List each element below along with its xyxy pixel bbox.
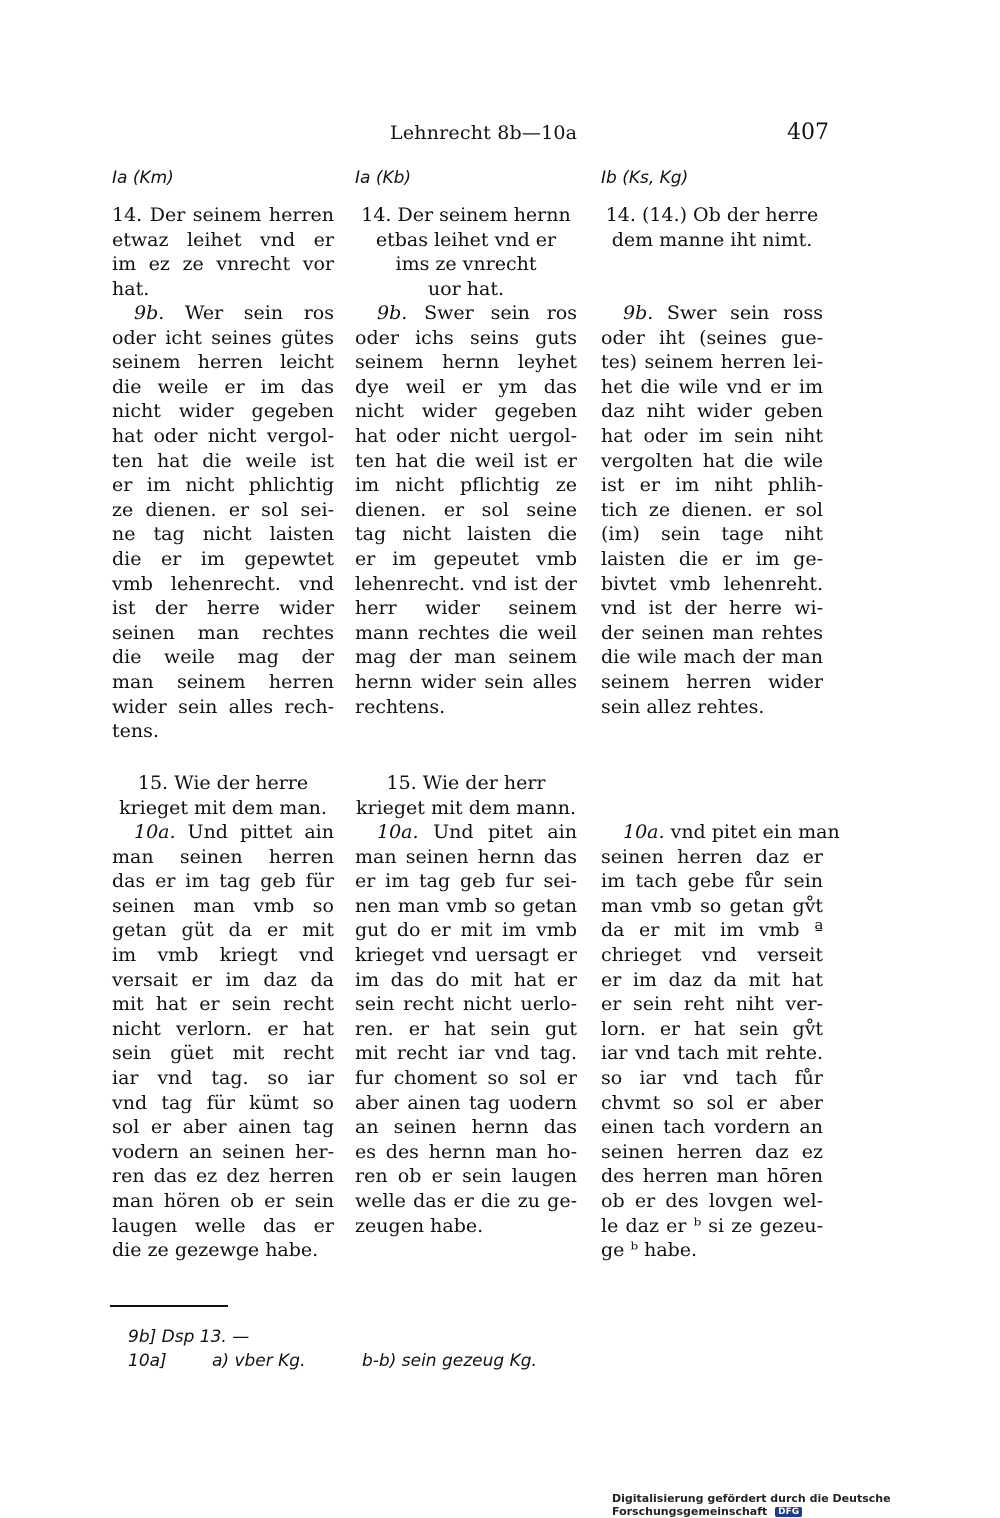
- text-line: ren das ez dez herren: [112, 1165, 334, 1188]
- text-line: es des hernn man ho-: [355, 1140, 577, 1163]
- text-line: die weile mag der: [112, 646, 334, 669]
- text-line: da er mit im vmb ª: [601, 919, 823, 942]
- rubric-15: [112, 771, 334, 820]
- text-line: [112, 301, 334, 326]
- column-heading: Ia (Kb): [355, 168, 412, 188]
- text-fragment: Wer sein ros: [164, 302, 334, 324]
- section-number: 10a.: [377, 821, 419, 843]
- text-line: ims ze vnrecht: [395, 253, 537, 276]
- text-line: mit recht iar vnd tag.: [355, 1042, 577, 1065]
- text-line: nicht wider gegeben: [355, 400, 577, 423]
- text-line: ren. er hat sein gut: [355, 1017, 577, 1040]
- text-line: sein recht nicht uerlo-: [355, 993, 577, 1016]
- text-column-kb: [355, 0, 577, 1300]
- text-line: im das do mit hat er: [355, 968, 577, 991]
- text-line: bivtet vmb lehenreht.: [601, 572, 823, 595]
- text-line: nicht verlorn. er hat: [112, 1017, 334, 1040]
- text-line: [355, 301, 577, 326]
- text-line: die wile mach der man: [601, 646, 823, 669]
- text-fragment: vnd pitet ein man: [664, 821, 840, 843]
- text-line: vmb lehenrecht. vnd: [112, 572, 334, 595]
- text-line: man seinen herren: [112, 845, 334, 868]
- text-line: mag der man seinem: [355, 646, 577, 669]
- text-line: sol er aber ainen tag: [112, 1116, 334, 1139]
- text-line: vergolten hat die wile: [601, 449, 823, 472]
- text-line: gut do er mit im vmb: [355, 919, 577, 942]
- text-column-km: [112, 0, 334, 1300]
- footnote-text: a) vber Kg.: [212, 1351, 306, 1371]
- text-line: ist der herre wider: [112, 597, 334, 620]
- text-line: er sein reht niht ver-: [601, 993, 823, 1016]
- paragraph-9b: [355, 301, 577, 719]
- page-number: 407: [787, 120, 829, 145]
- text-line: 15. Wie der herr: [386, 772, 546, 794]
- text-line: mann rechtes die weil: [355, 621, 577, 644]
- text-line: hat oder nicht uergol-: [355, 424, 577, 447]
- text-line: (im) sein tage niht: [601, 523, 823, 546]
- rubric-14: [112, 203, 334, 301]
- column-heading: Ib (Ks, Kg): [601, 168, 689, 188]
- text-line: welle das er die zu ge-: [355, 1189, 577, 1212]
- text-line: seinen man rechtes: [112, 621, 334, 644]
- text-line: seinen herren daz er: [601, 845, 823, 868]
- section-number: 9b.: [377, 302, 408, 324]
- text-line: er im gepeutet vmb: [355, 547, 577, 570]
- text-line: im tach gebe fůr sein: [601, 870, 823, 893]
- text-line: man seinem herren: [112, 670, 334, 693]
- text-line: dem manne iht nimt.: [611, 228, 813, 251]
- text-line: [601, 820, 840, 845]
- section-number: 10a.: [134, 821, 176, 843]
- text-line: vodern an seinen her-: [112, 1140, 334, 1163]
- text-line: hat oder im sein niht: [601, 424, 823, 447]
- text-line: ne tag nicht laisten: [112, 523, 334, 546]
- rubric-15: [355, 771, 577, 820]
- text-line: dienen. er sol seine: [355, 498, 577, 521]
- text-line: daz niht wider geben: [601, 400, 823, 423]
- text-line: 14. (14.) Ob der herre: [605, 204, 819, 226]
- footnote-rule: [110, 1305, 228, 1307]
- text-line: seinen man vmb so: [112, 894, 334, 917]
- text-line: hat.: [112, 277, 150, 300]
- paragraph-10a: [112, 820, 334, 1263]
- text-line: laugen welle das er: [112, 1214, 334, 1237]
- text-line: im ez ze vnrecht vor: [112, 253, 334, 276]
- text-line: ten hat die weile ist: [112, 449, 334, 472]
- dfg-logo-icon: DFG: [775, 1507, 802, 1517]
- text-line: an seinen hernn das: [355, 1116, 577, 1139]
- footnote-line: [128, 1327, 249, 1347]
- footnote-ref: 9b]: [128, 1327, 157, 1347]
- text-line: ten hat die weil ist er: [355, 449, 577, 472]
- text-fragment: Und pitet ain: [418, 821, 577, 843]
- text-line: die weile er im das: [112, 375, 334, 398]
- text-fragment: Swer sein ross: [653, 302, 823, 324]
- text-line: zeugen habe.: [355, 1214, 484, 1237]
- text-line: er im daz da mit hat: [601, 968, 823, 991]
- text-line: so iar vnd tach fůr: [601, 1066, 823, 1089]
- text-line: uor hat.: [427, 277, 505, 300]
- text-line: 14. Der seinem herren: [112, 204, 334, 226]
- text-line: nicht wider gegeben: [112, 400, 334, 423]
- text-line: ge ᵇ habe.: [601, 1239, 698, 1262]
- text-line: man vmb so getan gv̊t: [601, 894, 823, 917]
- text-line: hat oder nicht vergol-: [112, 424, 334, 447]
- paragraph-10a: [355, 820, 577, 1238]
- text-line: [355, 820, 577, 845]
- text-line: [601, 301, 823, 326]
- text-line: mit hat er sein recht: [112, 993, 334, 1016]
- text-line: das er im tag geb für: [112, 870, 334, 893]
- text-line: getan güt da er mit: [112, 919, 334, 942]
- footnote-ref: 10a]: [128, 1351, 167, 1371]
- text-line: krieget vnd uersagt er: [355, 943, 577, 966]
- text-line: die er im gepewtet: [112, 547, 334, 570]
- text-line: [112, 820, 334, 845]
- text-line: oder ichs seins guts: [355, 326, 577, 349]
- section-number: 10a.: [623, 821, 665, 843]
- footer-credit-text: Digitalisierung gefördert durch die Deutsche Forschungsgemeinschaft: [612, 1492, 891, 1518]
- text-column-ks-kg: [601, 0, 840, 1300]
- text-line: im nicht pflichtig ze: [355, 474, 577, 497]
- text-line: lehenrecht. vnd ist der: [355, 572, 577, 595]
- text-line: dye weil er ym das: [355, 375, 577, 398]
- paragraph-9b: [112, 301, 334, 744]
- text-line: ist er im niht phlih-: [601, 474, 823, 497]
- rubric-14: [601, 203, 823, 252]
- paragraph-10a: [601, 820, 840, 1263]
- text-line: seinem hernn leyhet: [355, 351, 577, 374]
- text-line: lorn. er hat sein gv̊t: [601, 1017, 823, 1040]
- text-line: tich ze dienen. er sol: [601, 498, 823, 521]
- text-line: le daz er ᵇ si ze gezeu-: [601, 1214, 823, 1237]
- text-line: er im nicht phlichtig: [112, 474, 334, 497]
- text-line: im vmb kriegt vnd: [112, 943, 334, 966]
- text-line: tag nicht laisten die: [355, 523, 577, 546]
- text-line: seinem herren wider: [601, 670, 823, 693]
- text-line: 14. Der seinem hernn: [361, 204, 571, 226]
- text-line: tens.: [112, 720, 159, 743]
- text-line: man seinen hernn das: [355, 845, 577, 868]
- text-line: oder icht seines gütes: [112, 326, 334, 349]
- text-line: vnd tag für kümt so: [112, 1091, 334, 1114]
- section-number: 9b.: [623, 302, 654, 324]
- section-number: 9b.: [134, 302, 165, 324]
- text-line: chrieget vnd verseit: [601, 943, 823, 966]
- footer-credit: [612, 1492, 1000, 1518]
- text-line: man hören ob er sein: [112, 1189, 334, 1212]
- text-line: 15. Wie der herre: [137, 772, 309, 794]
- footnote-text: Dsp 13. —: [161, 1327, 250, 1347]
- text-line: etwaz leihet vnd er: [112, 228, 334, 251]
- text-line: hernn wider sein alles: [355, 670, 577, 693]
- text-line: der seinen man rehtes: [601, 621, 823, 644]
- text-line: het die wile vnd er im: [601, 375, 823, 398]
- text-line: iar vnd tach mit rehte.: [601, 1042, 823, 1065]
- text-line: herr wider seinem: [355, 597, 577, 620]
- rubric-14: [355, 203, 577, 301]
- text-line: ob er des lovgen wel-: [601, 1189, 823, 1212]
- text-line: rechtens.: [355, 695, 446, 718]
- text-line: oder iht (seines gue-: [601, 326, 823, 349]
- text-line: iar vnd tag. so iar: [112, 1066, 334, 1089]
- footnote-text: b-b) sein gezeug Kg.: [362, 1351, 537, 1371]
- text-line: sein güet mit recht: [112, 1042, 334, 1065]
- text-line: einen tach vordern an: [601, 1116, 823, 1139]
- text-line: des herren man hōren: [601, 1165, 823, 1188]
- column-heading: Ia (Km): [112, 168, 174, 188]
- paragraph-9b: [601, 301, 823, 719]
- text-line: sein allez rehtes.: [601, 695, 765, 718]
- text-line: krieget mit dem mann.: [355, 796, 577, 819]
- text-line: seinem herren leicht: [112, 351, 334, 374]
- text-line: nen man vmb so getan: [355, 894, 577, 917]
- text-line: fur choment so sol er: [355, 1066, 577, 1089]
- text-line: etbas leihet vnd er: [375, 228, 557, 251]
- text-line: ze dienen. er sol sei-: [112, 498, 334, 521]
- text-line: chvmt so sol er aber: [601, 1091, 823, 1114]
- text-fragment: Und pittet ain: [175, 821, 334, 843]
- running-title: Lehnrecht 8b—10a: [390, 122, 578, 144]
- text-line: seinen herren daz ez: [601, 1140, 823, 1163]
- text-line: versait er im daz da: [112, 968, 334, 991]
- text-line: krieget mit dem man.: [119, 796, 327, 819]
- text-fragment: Swer sein ros: [407, 302, 577, 324]
- text-line: er im tag geb fur sei-: [355, 870, 577, 893]
- text-line: laisten die er im ge-: [601, 547, 823, 570]
- text-line: wider sein alles rech-: [112, 695, 334, 718]
- text-line: tes) seinem herren lei-: [601, 351, 823, 374]
- text-line: aber ainen tag uodern: [355, 1091, 577, 1114]
- text-line: ren ob er sein laugen: [355, 1165, 577, 1188]
- text-line: vnd ist der herre wi-: [601, 597, 823, 620]
- text-line: die ze gezewge habe.: [112, 1239, 319, 1262]
